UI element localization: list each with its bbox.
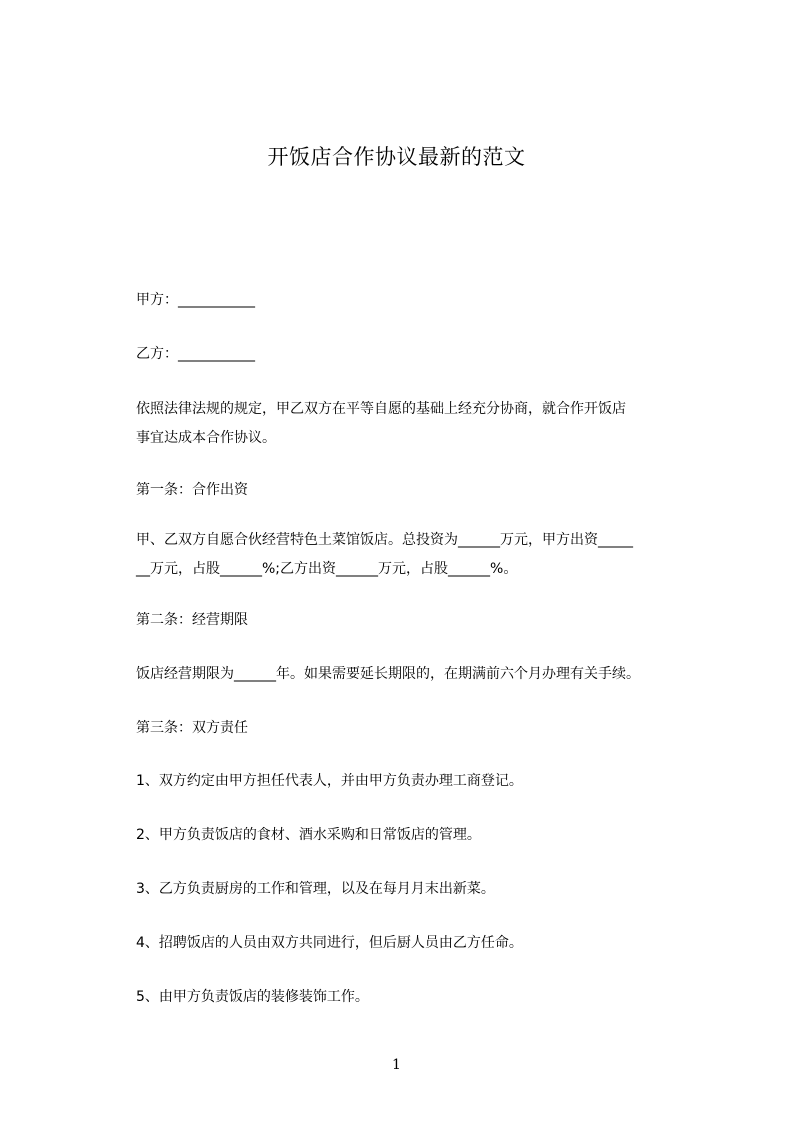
article-1-line-2: __万元，占股______%;乙方出资______万元，占股______%。 [136,561,518,577]
party-a-line: 甲方：___________ [136,292,255,308]
article-3-heading: 第三条：双方责任 [136,720,248,736]
intro-line-1: 依照法律法规的规定，甲乙双方在平等自愿的基础上经充分协商，就合作开饭店 [136,401,626,417]
list-item: 2、甲方负责饭店的食材、酒水采购和日常饭店的管理。 [136,827,481,843]
document-title: 开饭店合作协议最新的范文 [267,145,526,169]
list-item: 5、由甲方负责饭店的装修装饰工作。 [136,989,369,1005]
article-1-heading: 第一条：合作出资 [136,482,248,498]
list-item: 1、双方约定由甲方担任代表人，并由甲方负责办理工商登记。 [136,773,523,789]
intro-paragraph [136,395,706,453]
party-b-line: 乙方：___________ [136,346,255,362]
article-1-line-1: 甲、乙双方自愿合伙经营特色土菜馆饭店。总投资为______万元，甲方出资_____ [136,532,633,548]
article-2-body: 饭店经营期限为______年。如果需要延长期限的，在期满前六个月办理有关手续。 [136,666,640,682]
intro-line-2: 事宜达成本合作协议。 [136,430,276,446]
list-item: 3、乙方负责厨房的工作和管理，以及在每月月末出新菜。 [136,881,495,897]
page-number: 1 [392,1057,401,1073]
article-2-heading: 第二条：经营期限 [136,612,248,628]
list-item: 4、招聘饭店的人员由双方共同进行，但后厨人员由乙方任命。 [136,935,523,951]
article-1-paragraph [136,526,706,584]
